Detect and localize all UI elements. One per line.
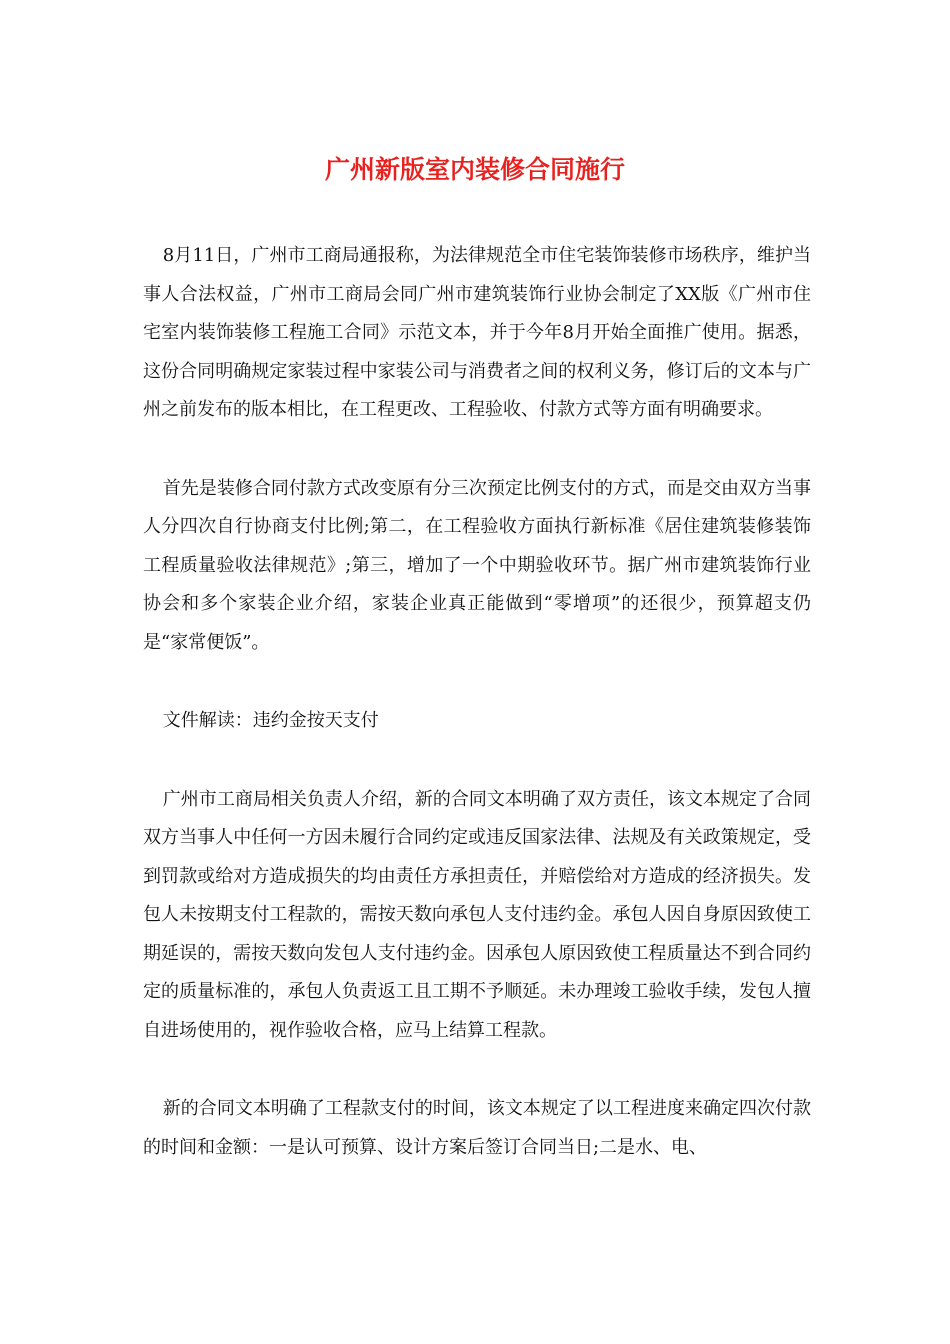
document-title: 广州新版室内装修合同施行 <box>324 155 625 184</box>
paragraph-intro: 8月11日，广州市工商局通报称，为法律规范全市住宅装饰装修市场秩序，维护当事人合法权益，广州市工商局会同广州市建筑装饰行业协会制定了XX版《广州市住宅室内装饰装修工程施工合同》示范文本，并于今年8月开始全面推广使用。据悉，这份合同明确规定家装过程中家装公司与消费者之间的权利义务，修订后的文本与广州之前发布的版本相比，在工程更改、工程验收、付款方式等方面有明确要求。 <box>143 245 811 420</box>
paragraph-payment-changes: 首先是装修合同付款方式改变原有分三次预定比例支付的方式，而是交由双方当事人分四次自行协商支付比例;第二，在工程验收方面执行新标准《居住建筑装修装饰工程质量验收法律规范》;第三，增加了一个中期验收环节。据广州市建筑装饰行业协会和多个家装企业介绍，家装企业真正能做到“零增项”的还很少，预算超支仍是“家常便饭”。 <box>143 477 811 653</box>
paragraph-responsibilities: 广州市工商局相关负责人介绍，新的合同文本明确了双方责任，该文本规定了合同双方当事人中任何一方因未履行合同约定或违反国家法律、法规及有关政策规定，受到罚款或给对方造成损失的均由责任方承担责任，并赔偿给对方造成的经济损失。发包人未按期支付工程款的，需按天数向承包人支付违约金。承包人因自身原因致使工期延误的，需按天数向发包人支付违约金。因承包人原因致使工程质量达不到合同约定的质量标准的，承包人负责返工且工期不予顺延。未办理竣工验收手续，发包人擅自进场使用的，视作验收合格，应马上结算工程款。 <box>143 788 811 1041</box>
section-heading-penalty: 文件解读：违约金按天支付 <box>162 710 379 731</box>
paragraph-payment-schedule: 新的合同文本明确了工程款支付的时间，该文本规定了以工程进度来确定四次付款的时间和金额：一是认可预算、设计方案后签订合同当日;二是水、电、 <box>143 1098 811 1158</box>
document-body <box>143 237 811 1207</box>
